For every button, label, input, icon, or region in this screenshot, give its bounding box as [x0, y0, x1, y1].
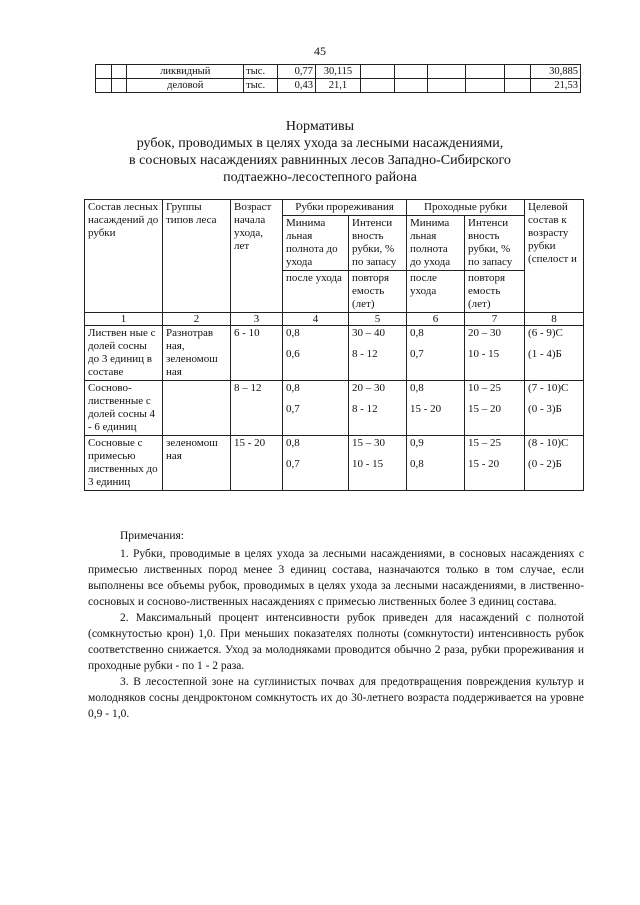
- column-number: 1: [85, 313, 163, 326]
- header-intensity: Интенси вность рубки, % по запасу: [465, 216, 525, 271]
- value: (0 - 3)Б: [528, 403, 562, 415]
- header-repeat: повторя емость (лет): [349, 271, 407, 313]
- value: 8 - 12: [352, 403, 378, 415]
- column-number: 3: [231, 313, 283, 326]
- title-line: рубок, проводимых в целях ухода за лесными насаждениями,: [136, 136, 504, 151]
- value: 10 - 15: [352, 458, 384, 470]
- column-number: 8: [525, 313, 584, 326]
- cell-target: [525, 326, 584, 381]
- value: (7 - 10)С: [528, 382, 569, 394]
- header-intensity: Интенси вность рубки, % по запасу: [349, 216, 407, 271]
- cell-thinning-density: [283, 381, 349, 436]
- value: 15 - 20: [410, 403, 442, 415]
- note-item: 2. Максимальный процент интенсивности рубок приведен для насаждений с полнотой (сомкнутостью крон) 1,0. При меньших показателях полноты (сомкнутости) интенсивность рубок соответственно снижается. Уход за молодняками проводится обычно 2 раза, рубки прореживания и проходные рубки - по 1 - 2 раза.: [88, 612, 584, 672]
- column-number: 2: [163, 313, 231, 326]
- title-line: в сосновых насаждениях равнинных лесов Западно-Сибирского: [129, 153, 511, 168]
- value: 0,7: [286, 403, 300, 415]
- continuation-table: [95, 64, 581, 93]
- cell-age: 8 – 12: [231, 381, 283, 436]
- cell-composition: Сосновые с примесью лиственных до 3 единиц: [85, 436, 163, 491]
- value: 15 – 20: [468, 403, 502, 415]
- value: 15 - 20: [468, 458, 500, 470]
- cell-passing-density: [407, 326, 465, 381]
- norms-table: [84, 199, 584, 491]
- cell-forest-type: зеленомош ная: [163, 436, 231, 491]
- column-number: 6: [407, 313, 465, 326]
- cell-thinning-intensity: [349, 381, 407, 436]
- value: 10 - 15: [468, 348, 500, 360]
- notes-section: [88, 528, 584, 722]
- row-name: ликвидный: [127, 65, 244, 79]
- row-total: 21,53: [531, 79, 581, 93]
- value: 0,9: [410, 437, 424, 449]
- value: 0,8: [410, 327, 424, 339]
- row-value-b: 21,1: [315, 79, 360, 93]
- value: (8 - 10)С: [528, 437, 569, 449]
- cell-passing-intensity: [465, 436, 525, 491]
- header-forest-types: Группы типов леса: [163, 200, 231, 313]
- note-item: 3. В лесостепной зоне на суглинистых почвах для предотвращения повреждения культур и молодняков сосны дендроктоном сомкнутость их до 30-летнего возраста поддерживается на уровне 0,9 - 1,0.: [88, 676, 584, 720]
- header-min-density: Минима льная полнота до ухода: [283, 216, 349, 271]
- header-thinning: Рубки прореживания: [283, 200, 407, 216]
- value: (0 - 2)Б: [528, 458, 562, 470]
- document-title: [0, 118, 640, 186]
- cell-passing-density: [407, 381, 465, 436]
- header-after-care: после ухода: [283, 271, 349, 313]
- title-line: Нормативы: [285, 119, 355, 134]
- value: 0,7: [410, 348, 424, 360]
- value: 0,6: [286, 348, 300, 360]
- header-age: Возраст начала ухода, лет: [231, 200, 283, 313]
- value: 20 – 30: [352, 382, 385, 394]
- cell-thinning-intensity: [349, 326, 407, 381]
- cell-target: [525, 436, 584, 491]
- table-row: [85, 326, 584, 381]
- value: 30 – 40: [352, 327, 385, 339]
- value: 0,8: [286, 327, 300, 339]
- column-number: 4: [283, 313, 349, 326]
- table-row: [85, 436, 584, 491]
- cell-forest-type: [163, 381, 231, 436]
- value: 0,8: [410, 458, 424, 470]
- cell-target: [525, 381, 584, 436]
- row-name: деловой: [127, 79, 244, 93]
- header-target: Целевой состав к возрасту рубки (спелост и: [525, 200, 584, 313]
- header-after-care: после ухода: [407, 271, 465, 313]
- cell-forest-type: Разнотрав ная, зеленомош ная: [163, 326, 231, 381]
- value: 0,8: [286, 382, 300, 394]
- cell-thinning-density: [283, 326, 349, 381]
- cell-age: 6 - 10: [231, 326, 283, 381]
- table-row: [96, 79, 581, 93]
- page-number: 45: [314, 44, 326, 58]
- table-row: [96, 65, 581, 79]
- row-value-a: 0,77: [277, 65, 315, 79]
- value: (1 - 4)Б: [528, 348, 562, 360]
- cell-thinning-density: [283, 436, 349, 491]
- value: 0,8: [410, 382, 424, 394]
- value: 0,8: [286, 437, 300, 449]
- value: 15 – 30: [352, 437, 385, 449]
- row-unit: тыс.: [244, 79, 278, 93]
- value: 8 - 12: [352, 348, 378, 360]
- title-line: подтаежно-лесостепного района: [223, 170, 417, 185]
- row-value-b: 30,115: [315, 65, 360, 79]
- header-composition: Состав лесных насаждений до рубки: [85, 200, 163, 313]
- header-repeat: повторя емость (лет): [465, 271, 525, 313]
- value: 10 – 25: [468, 382, 502, 394]
- cell-passing-intensity: [465, 381, 525, 436]
- value: 15 – 25: [468, 437, 502, 449]
- cell-passing-density: [407, 436, 465, 491]
- column-number: 5: [349, 313, 407, 326]
- cell-age: 15 - 20: [231, 436, 283, 491]
- table-row: [85, 381, 584, 436]
- cell-composition: Сосново-лиственные с долей сосны 4 - 6 единиц: [85, 381, 163, 436]
- notes-heading: Примечания:: [120, 530, 184, 542]
- row-total: 30,885: [531, 65, 581, 79]
- row-unit: тыс.: [244, 65, 278, 79]
- cell-thinning-intensity: [349, 436, 407, 491]
- header-row: [85, 200, 584, 216]
- value: 20 – 30: [468, 327, 502, 339]
- value: 0,7: [286, 458, 300, 470]
- cell-passing-intensity: [465, 326, 525, 381]
- column-numbers-row: [85, 313, 584, 326]
- header-min-density: Минима льная полнота до ухода: [407, 216, 465, 271]
- cell-composition: Листвен ные с долей сосны до 3 единиц в составе: [85, 326, 163, 381]
- column-number: 7: [465, 313, 525, 326]
- header-passing: Проходные рубки: [407, 200, 525, 216]
- note-item: 1. Рубки, проводимые в целях ухода за лесными насаждениями, в сосновых насаждениях с примесью лиственных пород менее 3 единиц состава, назначаются только в том случае, если выполнены все объемы рубок, проводимых в целях ухода за лесными насаждениями, в лиственно-сосновых и сосново-лиственных насаждениях с примесью лиственных более 3 единиц состава.: [88, 548, 584, 608]
- value: (6 - 9)С: [528, 327, 563, 339]
- row-value-a: 0,43: [277, 79, 315, 93]
